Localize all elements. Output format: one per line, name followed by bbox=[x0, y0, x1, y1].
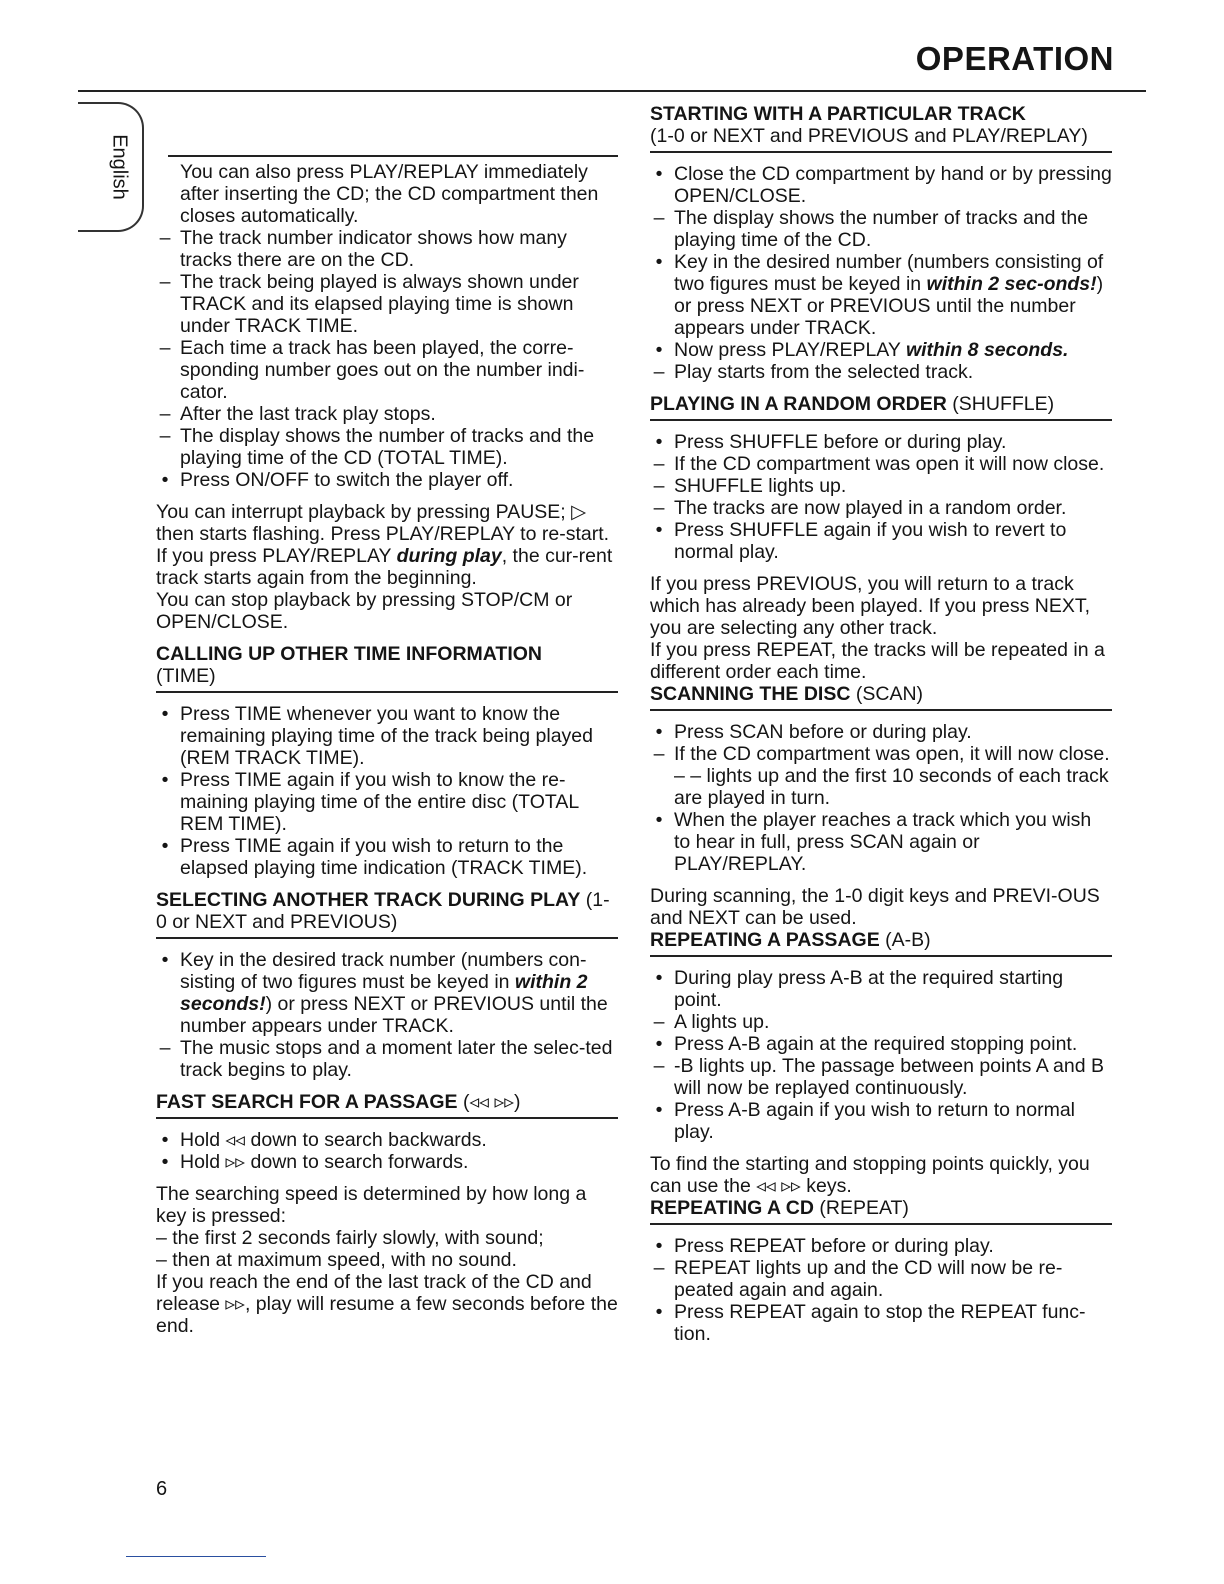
time-rule bbox=[156, 691, 618, 693]
list-item: • During play press A-B at the required starting point. bbox=[655, 967, 1064, 1011]
pause-paragraph: You can interrupt playback by pressing PAUSE; ▷ then starts flashing. Press PLAY/REPLAY to re-start. bbox=[156, 501, 610, 545]
scan-list bbox=[650, 721, 1112, 875]
header-rule bbox=[78, 90, 1146, 92]
list-item: – Each time a track has been played, the corre-sponding number goes out on the number indi-cator. bbox=[159, 337, 585, 403]
select-rule bbox=[156, 937, 618, 939]
speed-paragraph: The searching speed is determined by how long a key is pressed: bbox=[156, 1183, 587, 1227]
language-tab bbox=[78, 102, 144, 232]
repeat-heading: REPEATING A CD (REPEAT) bbox=[650, 1197, 909, 1219]
start-heading: STARTING WITH A PARTICULAR TRACK (1-0 or NEXT and PREVIOUS and PLAY/REPLAY) bbox=[650, 103, 1088, 147]
shuffle-paragraph: If you press PREVIOUS, you will return to a track which has already been played. If you press NEXT, you are selecting any other track. bbox=[650, 573, 1091, 639]
list-item: • Press A-B again at the required stopping point. bbox=[655, 1033, 1078, 1055]
list-item: – If the CD compartment was open, it will now close. – – lights up and the first 10 seconds of each track are played in turn. bbox=[653, 743, 1110, 809]
fast-search-rule bbox=[156, 1117, 618, 1119]
shuffle-heading: PLAYING IN A RANDOM ORDER (SHUFFLE) bbox=[650, 393, 1055, 415]
list-item: • Press REPEAT again to stop the REPEAT func-tion. bbox=[655, 1301, 1086, 1345]
right-column bbox=[650, 103, 1112, 1355]
list-item: • Key in the desired track number (numbers con-sisting of two figures must be keyed in within 2 seconds!) or press NEXT or PREVIOUS until the number appears under TRACK. bbox=[161, 949, 608, 1037]
list-item: • Hold ◃◃ down to search backwards. bbox=[161, 1129, 487, 1151]
list-item: – After the last track play stops. bbox=[159, 403, 436, 425]
list-item: • Press SCAN before or during play. bbox=[655, 721, 972, 743]
scan-artifact-line bbox=[126, 1556, 266, 1557]
list-item: – If the CD compartment was open it will now close. bbox=[653, 453, 1105, 475]
start-rule bbox=[650, 151, 1112, 153]
list-item: – A lights up. bbox=[653, 1011, 770, 1033]
time-list bbox=[156, 703, 618, 879]
list-item: – The track being played is always shown under TRACK and its elapsed playing time is shown under TRACK TIME. bbox=[159, 271, 579, 337]
list-item: • Close the CD compartment by hand or by pressing OPEN/CLOSE. bbox=[655, 163, 1112, 207]
list-item: • Press TIME again if you wish to return to the elapsed playing time indication (TRACK TIME). bbox=[161, 835, 588, 879]
intro-list bbox=[156, 161, 618, 491]
list-item: – The display shows the number of tracks and the playing time of the CD (TOTAL TIME). bbox=[159, 425, 595, 469]
list-item: • Press SHUFFLE again if you wish to revert to normal play. bbox=[655, 519, 1067, 563]
during-play-paragraph: If you press PLAY/REPLAY during play, the cur-rent track starts again from the beginning. bbox=[156, 545, 613, 589]
left-column bbox=[156, 155, 618, 1337]
list-item: • Press ON/OFF to switch the player off. bbox=[161, 469, 514, 491]
fast-search-heading: FAST SEARCH FOR A PASSAGE (◃◃ ▹▹) bbox=[156, 1091, 521, 1113]
start-list bbox=[650, 163, 1112, 383]
ab-list bbox=[650, 967, 1112, 1143]
ab-paragraph: To find the starting and stopping points quickly, you can use the ◃◃ ▹▹ keys. bbox=[650, 1153, 1090, 1197]
time-heading: CALLING UP OTHER TIME INFORMATION (TIME) bbox=[156, 643, 543, 687]
list-item: • When the player reaches a track which you wish to hear in full, press SCAN again or PLAY/REPLAY. bbox=[655, 809, 1092, 875]
stop-paragraph: You can stop playback by pressing STOP/CM or OPEN/CLOSE. bbox=[156, 589, 573, 633]
page-title: OPERATION bbox=[915, 40, 1114, 77]
page-number: 6 bbox=[156, 1478, 168, 1500]
list-item: • Press A-B again if you wish to return to normal play. bbox=[655, 1099, 1076, 1143]
end-paragraph: If you reach the end of the last track of the CD and release ▹▹, play will resume a few seconds before the end. bbox=[156, 1271, 618, 1337]
list-item: – -B lights up. The passage between points A and B will now be replayed continuously. bbox=[653, 1055, 1105, 1099]
list-item: – The display shows the number of tracks and the playing time of the CD. bbox=[653, 207, 1089, 251]
list-item: – The track number indicator shows how many tracks there are on the CD. bbox=[159, 227, 567, 271]
select-heading: SELECTING ANOTHER TRACK DURING PLAY (1-0 or NEXT and PREVIOUS) bbox=[156, 889, 610, 933]
scan-rule bbox=[650, 709, 1112, 711]
list-item: • Press TIME whenever you want to know the remaining playing time of the track being played (REM TRACK TIME). bbox=[161, 703, 593, 769]
list-item: – The tracks are now played in a random order. bbox=[653, 497, 1067, 519]
list-item: – The music stops and a moment later the selec-ted track begins to play. bbox=[159, 1037, 613, 1081]
list-item: – Play starts from the selected track. bbox=[653, 361, 974, 383]
list-item: You can also press PLAY/REPLAY immediately after inserting the CD; the CD compartment then closes automatically. bbox=[180, 161, 599, 227]
shuffle-list bbox=[650, 431, 1112, 563]
select-list bbox=[156, 949, 618, 1081]
list-item: • Key in the desired number (numbers consisting of two figures must be keyed in within 2 sec-onds!) or press NEXT or PREVIOUS until the number appears under TRACK. bbox=[655, 251, 1104, 339]
scan-heading: SCANNING THE DISC (SCAN) bbox=[650, 683, 924, 705]
repeat-rule bbox=[650, 1223, 1112, 1225]
list-item: • Press SHUFFLE before or during play. bbox=[655, 431, 1007, 453]
list-item: • Press TIME again if you wish to know the re-maining playing time of the entire disc (TOTAL REM TIME). bbox=[161, 769, 579, 835]
ab-heading: REPEATING A PASSAGE (A-B) bbox=[650, 929, 931, 951]
intro-rule bbox=[168, 155, 618, 157]
ab-rule bbox=[650, 955, 1112, 957]
list-item: • Press REPEAT before or during play. bbox=[655, 1235, 994, 1257]
list-item: – REPEAT lights up and the CD will now be re-peated again and again. bbox=[653, 1257, 1063, 1301]
shuffle-rule bbox=[650, 419, 1112, 421]
list-item: • Now press PLAY/REPLAY within 8 seconds. bbox=[655, 339, 1069, 361]
language-tab-label: English bbox=[108, 134, 131, 200]
speed-line: – the first 2 seconds fairly slowly, with sound; bbox=[156, 1227, 544, 1249]
repeat-list bbox=[650, 1235, 1112, 1345]
list-item: • Hold ▹▹ down to search forwards. bbox=[161, 1151, 469, 1173]
list-item: – SHUFFLE lights up. bbox=[653, 475, 847, 497]
speed-line: – then at maximum speed, with no sound. bbox=[156, 1249, 517, 1271]
scan-paragraph: During scanning, the 1-0 digit keys and PREVI-OUS and NEXT can be used. bbox=[650, 885, 1100, 929]
shuffle-paragraph: If you press REPEAT, the tracks will be repeated in a different order each time. bbox=[650, 639, 1105, 683]
fast-search-list bbox=[156, 1129, 618, 1173]
